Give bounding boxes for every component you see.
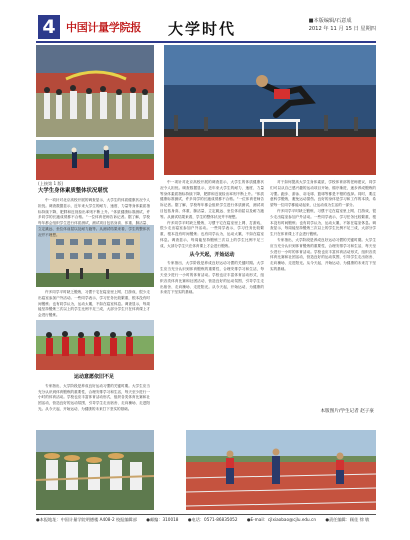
article-column-1b: [38, 290, 150, 318]
footer: [36, 517, 376, 523]
footer-rule: [36, 514, 376, 515]
photo-byline: 本版图片/学生记者 赵子豪: [320, 409, 374, 414]
paper-name: 中国计量学院报: [66, 21, 141, 34]
masthead-rule: [36, 41, 376, 43]
subhead-motivation: 运动意愿依旧不足: [73, 374, 114, 380]
photo-sprint: [186, 430, 376, 510]
column-text: 许多同学平时缺乏锻炼，习惯于宅在寝室里上网、打游戏，很少走出寝室参加户外活动。一些同学表示，学习任务比较繁重，根本没有时间锻炼；也有同学认为，运动太累，不如在寝室休息。调查显示，每周能坚持锻炼三次以上的学生比例不足三成，大部分学生只在体育课上才会进行锻炼。: [38, 290, 150, 318]
issue-info: [309, 17, 376, 33]
column-text: 对于如何提高大学生身体素质，学校体育部的老师建议，同学们可以从自己感兴趣的运动项目开始，循序渐进，逐步养成锻炼的习惯。跑步、游泳、羽毛球、篮球等都是不错的选择。同时，要注意科学锻炼，避免运动损伤。良好的身体是学习和工作的本钱，希望每一位同学都能动起来，让运动成为生活的一部分。: [270, 180, 376, 208]
column-text: 专家指出，大学阶段是养成良好运动习惯的关键时期。大学生应当充分认识到体育锻炼的重要性，合理安排学习和生活，每天至少进行一小时的体育活动。学校也应丰富体育活动形式，组织各类体育比赛和社团活动，营造良好的运动氛围，引导学生走出宿舍、走向操场、走进阳光。从今天起，开始运动，为健康的未来打下坚实的基础。: [38, 383, 150, 411]
photo-hurdler: [164, 45, 376, 175]
footer-address: ●本报地址：中国计量学院明德楼 A408-2 校报编辑部: [36, 517, 137, 522]
footer-postcode: ●邮编：310018: [146, 517, 179, 522]
column-text: 专家指出，大学阶段是养成良好运动习惯的关键时期。大学生应当充分认识到体育锻炼的重要性，合理安排学习和生活，每天至少进行一小时的体育活动。学校也应丰富体育活动形式，组织各类体育比赛和社团活动，营造良好的运动氛围，引导学生走出宿舍、走向操场、走进阳光。从今天起，开始运动，为健康的未来打下坚实的基础。: [160, 261, 264, 295]
photo-runners: [36, 140, 154, 180]
photo-relay: [36, 320, 154, 370]
column-text: 中一项针对北京高校开展的调查显示，大学生的体质健康状况令人担忧。调查数据显示，近年来大学生的耐力、速度、力量等身体素质指标持续下降，肥胖和近视检出率则不断上升。“体质健康标准测试，许多同学的长跑成绩都不合格。”一位体育老师告诉记者。据了解，学校每年都会组织学生进行体质测试，测试项目包括身高、体重、肺活量、立定跳远、坐位体前屈以及耐力跑等。从测试结果来看，学生的整体状况并不理想。: [160, 180, 264, 219]
article-column-3: [270, 180, 376, 405]
editor-credit: ■本版编辑/石意成: [308, 18, 352, 24]
section-title: 大学时代: [168, 20, 237, 38]
article-title: 大学生身体素质整体状况堪忧: [38, 188, 109, 194]
column-text: 中一项针对北京高校开展的调查显示，大学生的体质健康状况令人担忧。调查数据显示，近年来大学生的耐力、速度、力量等身体素质指标持续下降，肥胖和近视检出率则不断上升。“体质健康标准测试，许多同学的长跑成绩都不合格。”一位体育老师告诉记者。据了解，学校每年都会组织学生进行体质测试，测试项目包括身高、体重、肺活量、立定跳远、坐位体前屈以及耐力跑等。从测试结果来看，学生的整体状况并不理想。: [38, 198, 150, 237]
column-text: 专家指出，大学阶段是养成良好运动习惯的关键时期。大学生应当充分认识到体育锻炼的重要性，合理安排学习和生活，每天至少进行一小时的体育活动。学校也应丰富体育活动形式，组织各类体育比赛和社团活动，营造良好的运动氛围，引导学生走出宿舍、走向操场、走进阳光。从今天起，开始运动，为健康的未来打下坚实的基础。: [270, 237, 376, 271]
article-column-2: [160, 180, 264, 420]
article-column-1a: [38, 198, 150, 237]
footer-editor: ●责任编辑：顾佳 徐 敏: [325, 517, 370, 522]
article-kicker: (上接第 1 版): [38, 181, 64, 186]
column-text: 许多同学平时缺乏锻炼，习惯于宅在寝室里上网、打游戏，很少走出寝室参加户外活动。一些同学表示，学习任务比较繁重，根本没有时间锻炼；也有同学认为，运动太累，不如在寝室休息。调查显示，每周能坚持锻炼三次以上的学生比例不足三成，大部分学生只在体育课上才会进行锻炼。: [160, 220, 264, 248]
page-number: 4: [38, 15, 60, 39]
footer-email[interactable]: ●E-mail：cjlxiaobao@cjlu.edu.cn: [246, 517, 316, 522]
photo-tug-of-war: [36, 430, 154, 510]
issue-date: 2012 年 11 月 15 日 星期四: [308, 26, 376, 32]
photo-parade: [36, 45, 154, 137]
subhead-start: 从今天起，开始运动: [189, 251, 235, 258]
footer-phone: ●电话：0571-86835052: [187, 517, 238, 522]
column-text: 许多同学平时缺乏锻炼，习惯于宅在寝室里上网、打游戏，很少走出寝室参加户外活动。一些同学表示，学习任务比较繁重，根本没有时间锻炼；也有同学认为，运动太累，不如在寝室休息。调查显示，每周能坚持锻炼三次以上的学生比例不足三成，大部分学生只在体育课上才会进行锻炼。: [270, 208, 376, 237]
article-column-1c: [38, 372, 150, 426]
